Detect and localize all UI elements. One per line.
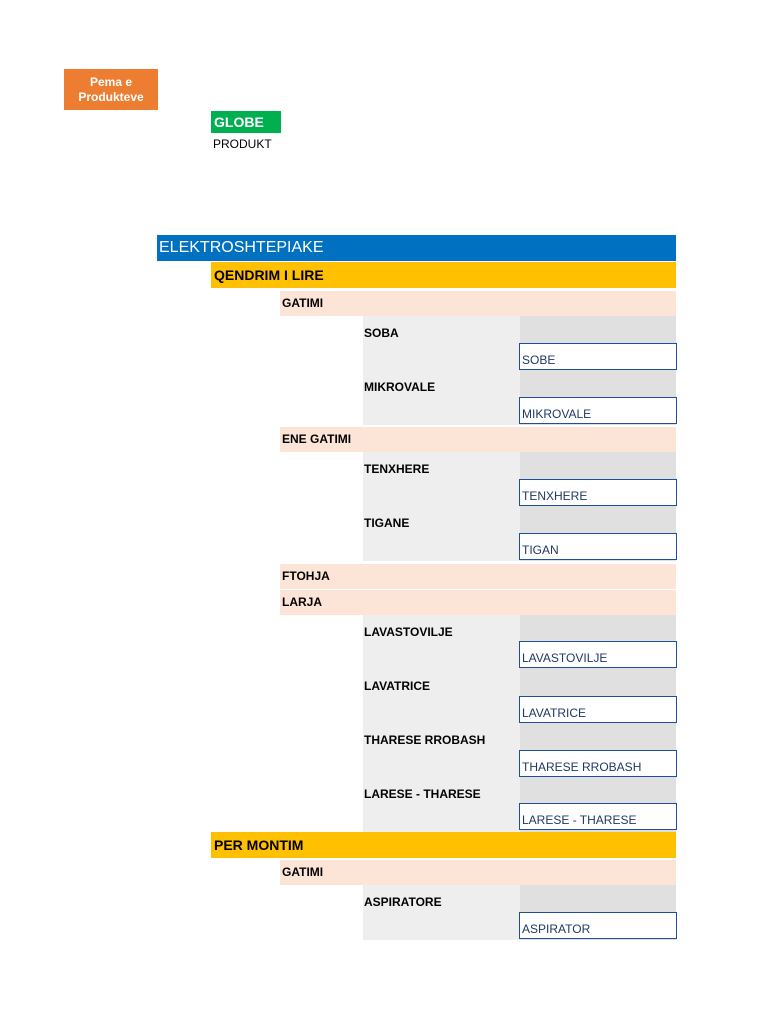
- link-tigan[interactable]: TIGAN: [519, 533, 677, 560]
- subsection-gatimi: GATIMI: [280, 291, 676, 316]
- link-sobe[interactable]: SOBE: [519, 343, 677, 370]
- pema-line-2: Produkteve: [78, 89, 144, 104]
- subsection-gatimi-montim: GATIMI: [280, 860, 676, 885]
- link-aspirator[interactable]: ASPIRATOR: [519, 912, 677, 939]
- item-label-aspiratore: ASPIRATORE: [364, 895, 442, 909]
- item-label-lavatrice: LAVATRICE: [364, 679, 430, 693]
- item-label-tharese-rrobash: THARESE RROBASH: [364, 733, 486, 747]
- subsection-ftohja: FTOHJA: [280, 564, 676, 589]
- pema-line-1: Pema e: [89, 74, 133, 89]
- section-qendrim-i-lire: QENDRIM I LIRE: [211, 262, 676, 288]
- link-tenxhere[interactable]: TENXHERE: [519, 479, 677, 506]
- link-lavastovilje[interactable]: LAVASTOVILJE: [519, 641, 677, 668]
- item-label-soba: SOBA: [364, 326, 399, 340]
- item-label-tigane: TIGANE: [364, 516, 410, 530]
- link-mikrovale[interactable]: MIKROVALE: [519, 397, 677, 424]
- subsection-ene-gatimi: ENE GATIMI: [280, 427, 676, 452]
- item-label-larese-tharese: LARESE - THARESE: [364, 787, 481, 801]
- item-label-lavastovilje: LAVASTOVILJE: [364, 625, 453, 639]
- category-elektroshtepiake: ELEKTROSHTEPIAKE: [157, 235, 676, 261]
- link-lavatrice[interactable]: LAVATRICE: [519, 696, 677, 723]
- link-larese-tharese[interactable]: LARESE - THARESE: [519, 803, 677, 830]
- produkt-label: PRODUKT: [213, 137, 272, 151]
- pema-e-produkteve-button[interactable]: [64, 69, 158, 110]
- item-label-tenxhere: TENXHERE: [364, 462, 430, 476]
- link-tharese-rrobash[interactable]: THARESE RROBASH: [519, 750, 677, 777]
- item-label-mikrovale: MIKROVALE: [364, 380, 436, 394]
- subsection-larja: LARJA: [280, 590, 676, 615]
- panel-gatimi-montim-left: [363, 885, 520, 940]
- section-per-montim: PER MONTIM: [211, 832, 676, 858]
- globe-badge: GLOBE: [211, 111, 281, 133]
